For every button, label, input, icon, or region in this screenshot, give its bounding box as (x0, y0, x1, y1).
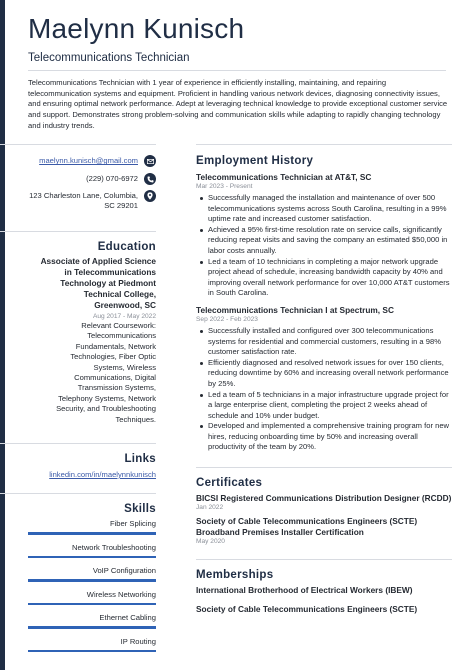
location-pin-icon (144, 190, 156, 202)
contact-section (0, 145, 156, 213)
candidate-name: Maelynn Kunisch (28, 13, 245, 44)
job-bullet: Led a team of 5 technicians in a major infrastructure upgrade project for a large enterprise client, completing the project 2 weeks ahead of schedule and 10% under budget. (196, 390, 452, 422)
skill-item (0, 590, 156, 606)
job-bullets (196, 326, 452, 453)
job-bullets (196, 193, 452, 299)
skill-level-bar (28, 626, 156, 629)
degree-line: Associate of Applied Science (40, 256, 156, 266)
skill-label: Ethernet Cabling (99, 613, 156, 623)
skill-level-bar (28, 532, 156, 535)
right-column (196, 144, 452, 615)
coursework-line: Technologies, Fiber Optic (70, 352, 156, 362)
memberships-heading: Memberships (196, 569, 274, 582)
job-title: Telecommunications Technician I at Spectrum, SC (196, 304, 394, 315)
phone-row (20, 171, 156, 187)
skills-section (0, 494, 156, 652)
email-row (20, 153, 156, 169)
coursework-line: Systems, Wireless (93, 362, 156, 372)
skills-heading: Skills (124, 503, 156, 516)
job-bullet: Successfully managed the installation and maintenance of over 500 telecommunications systems across South Carolina, resulting in a 99% uptime rate and increased customer satisfaction. (196, 193, 452, 225)
certificate-item (196, 516, 452, 545)
certificates-section (196, 468, 452, 545)
education-section (0, 232, 156, 425)
skill-item (0, 543, 156, 559)
job-bullet: Achieved a 95% first-time resolution rate on service calls, significantly reducing repeat visits and saving the company an estimated $50,000 in labor costs annually. (196, 225, 452, 257)
employment-section (196, 145, 452, 453)
email-link[interactable]: maelynn.kunisch@gmail.com (39, 156, 138, 166)
profile-summary: Telecommunications Technician with 1 year of experience in efficiently installing, maintaining, and repairing telecommunication systems and equipment. Proficient in handling various network devices, diagnosing connectivity issues, and ensuring optimal network performance. Adept at leveraging technical knowledge to provide exceptional customer service and support. Demonstrates strong problem-solving and communication skills while adapting to rapidly changing technology and industry trends. (28, 78, 448, 130)
skill-item (0, 519, 156, 535)
skill-label: Fiber Splicing (109, 519, 156, 529)
membership-item: International Brotherhood of Electrical Workers (IBEW) (196, 585, 413, 596)
job-title: Telecommunications Technician at AT&T, SC (196, 172, 372, 182)
skill-level-bar (28, 650, 156, 653)
education-degree (20, 256, 156, 311)
job-bullet: Efficiently diagnosed and resolved network issues for over 150 clients, reducing downtime by 60% and increasing overall network performance by 25%. (196, 358, 452, 390)
job-bullet: Successfully installed and configured over 300 telecommunications systems for residential and commercial customers, resulting in a 98% customer satisfaction rate. (196, 326, 452, 358)
skill-level-bar (28, 603, 156, 606)
candidate-title: Telecommunications Technician (28, 52, 190, 64)
certificate-item (196, 493, 452, 511)
job-dates: Mar 2023 - Present (196, 183, 253, 190)
coursework-line: Telephony Systems, Network (58, 393, 156, 403)
employment-heading: Employment History (196, 155, 314, 167)
certificate-date: Jan 2022 (196, 504, 224, 512)
resume-header (28, 10, 453, 64)
skill-level-bar (28, 579, 156, 582)
skill-label: VoIP Configuration (92, 566, 156, 576)
coursework-line: Techniques. (115, 414, 156, 424)
education-coursework (20, 321, 156, 425)
skill-item (0, 566, 156, 582)
job-bullet: Developed and implemented a comprehensive training program for new hires, reducing onboarding time by 50% and increasing overall productivity of the team by 20%. (196, 421, 452, 453)
skill-label: IP Routing (120, 636, 156, 646)
phone-icon (144, 173, 156, 185)
address-line-1: 123 Charleston Lane, Columbia, (29, 191, 138, 201)
degree-line: in Telecommunications (64, 267, 156, 277)
header-divider (28, 70, 446, 71)
skill-label: Network Troubleshooting (72, 542, 156, 552)
skill-item (0, 637, 156, 653)
degree-line: Greenwood, SC (94, 300, 156, 310)
coursework-line: Transmission Systems, (77, 383, 156, 393)
degree-line: Technical College, (83, 289, 156, 299)
address-row (20, 189, 156, 213)
education-dates: Aug 2017 - May 2022 (92, 313, 156, 320)
job-dates: Sep 2022 - Feb 2023 (196, 315, 258, 323)
coursework-line: Fundamentals, Network (75, 341, 156, 351)
job-entry (196, 172, 452, 299)
certificate-title: BICSI Registered Communications Distribution Designer (RCDD) (196, 493, 452, 504)
skill-level-bar (28, 556, 156, 559)
left-column (0, 144, 156, 652)
memberships-section (196, 560, 452, 615)
membership-item: Society of Cable Telecommunications Engineers (SCTE) (196, 604, 418, 615)
links-section (0, 444, 156, 479)
phone-number: (229) 070-6972 (86, 174, 138, 184)
certificates-heading: Certificates (196, 477, 263, 490)
certificate-date: May 2020 (196, 538, 225, 546)
address-line-2: SC 29201 (104, 201, 138, 210)
job-bullet: Led a team of 10 technicians in completing a major network upgrade project ahead of schedule, increasing bandwidth capacity by 40% and improving overall network performance for over 10,000 AT&T customers in South Carolina. (196, 257, 452, 299)
certificate-title: Broadband Premises Installer Certification (196, 527, 364, 538)
job-entry (196, 305, 452, 453)
skill-label: Wireless Networking (86, 589, 156, 599)
skill-item (0, 613, 156, 629)
coursework-line: Telecommunications (87, 331, 156, 341)
email-icon (144, 155, 156, 167)
degree-line: Technology at Piedmont (60, 278, 156, 288)
certificate-title: Society of Cable Telecommunications Engineers (SCTE) (196, 516, 418, 527)
coursework-line: Security, and Troubleshooting (56, 404, 156, 414)
education-heading: Education (97, 241, 156, 253)
links-heading: Links (124, 453, 156, 466)
coursework-line: Communications, Digital (74, 373, 156, 383)
address (29, 191, 138, 210)
coursework-line: Relevant Coursework: (81, 321, 156, 330)
linkedin-link[interactable]: linkedin.com/in/maelynnkunisch (49, 470, 156, 480)
